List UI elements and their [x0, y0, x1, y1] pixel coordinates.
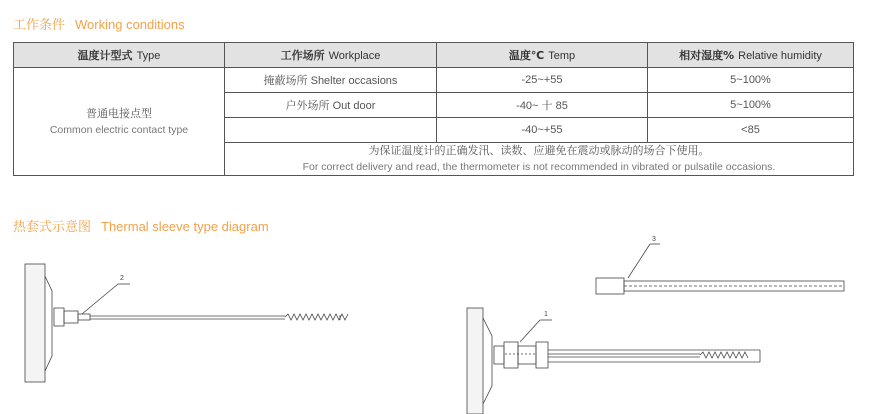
header-temp: 温度℃ Temp [437, 43, 648, 68]
header-humidity: 相对湿度% Relative humidity [648, 43, 854, 68]
label-2: 2 [120, 275, 124, 282]
working-conditions-table [13, 42, 854, 176]
humidity-cell: 5~100% [648, 93, 854, 118]
note-cell [225, 143, 854, 176]
section-title-thermal-sleeve [13, 216, 269, 235]
thermal-sleeve-diagram [0, 236, 882, 414]
right-thermometer-drawing [467, 308, 760, 414]
section-title-en: Working conditions [75, 17, 185, 32]
type-en: Common electric contact type [49, 123, 189, 136]
label-1: 1 [544, 311, 548, 318]
header-type: 温度计型式 Type [14, 43, 225, 68]
humidity-cell: <85 [648, 118, 854, 143]
workplace-cell [225, 118, 437, 143]
temp-cell: -40~ 十 85 [437, 93, 648, 118]
note-zh: 为保证温度计的正确发汛、读数、应避免在震动或脉动的场合下使用。 [368, 144, 710, 157]
table-row [14, 68, 854, 93]
header-workplace: 工作场所 Workplace [225, 43, 437, 68]
section-title-en: Thermal sleeve type diagram [101, 219, 269, 234]
temp-cell: -25~+55 [437, 68, 648, 93]
temp-cell: -40~+55 [437, 118, 648, 143]
left-thermometer-drawing [25, 264, 348, 382]
section-title-zh: 工作条件 [13, 18, 66, 33]
type-zh: 普通电接点型 [86, 106, 152, 120]
sleeve-part-drawing [596, 244, 844, 294]
type-cell [14, 68, 225, 176]
workplace-cell: 户外场所 Out door [225, 93, 437, 118]
note-en: For correct delivery and read, the thermometer is not recommended in vibrated or pulsatile occasions. [302, 161, 776, 173]
section-title-zh: 热套式示意图 [13, 220, 92, 235]
workplace-cell: 掩蔽场所 Shelter occasions [225, 68, 437, 93]
table-header-row [14, 43, 854, 68]
humidity-cell: 5~100% [648, 68, 854, 93]
section-title-working-conditions [13, 14, 185, 33]
label-3: 3 [652, 236, 656, 243]
